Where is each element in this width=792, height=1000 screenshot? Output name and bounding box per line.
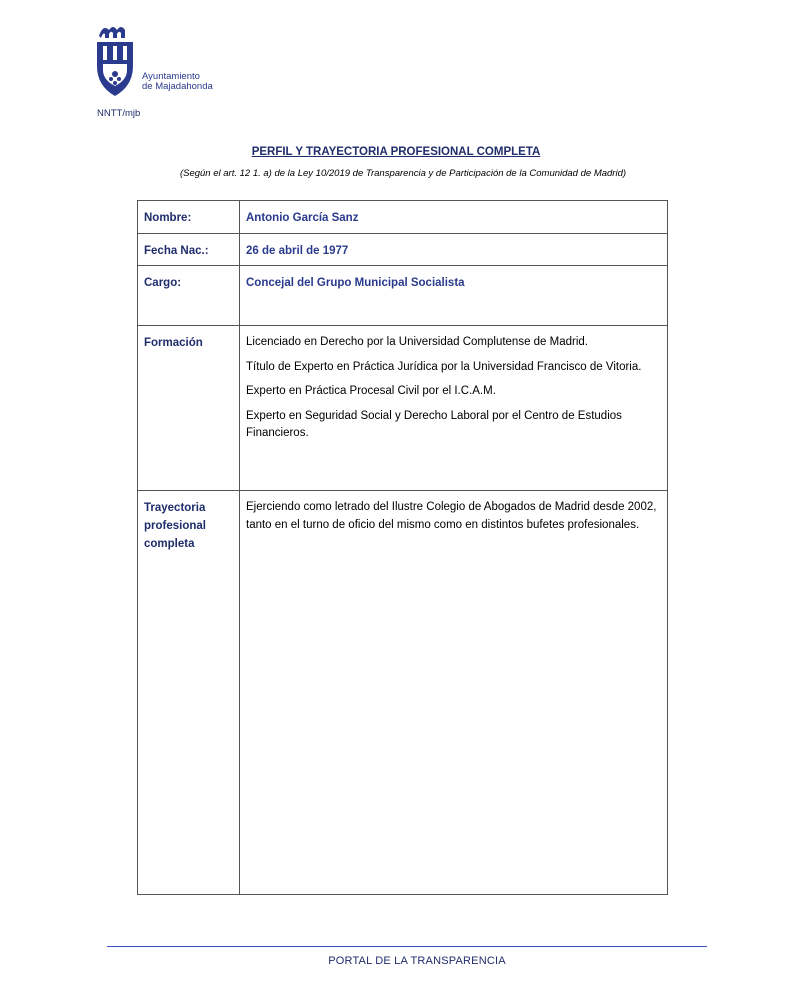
trayectoria-label <box>138 491 240 895</box>
formacion-item: Experto en Práctica Procesal Civil por el I.C.A.M. <box>246 385 496 397</box>
fecha-value: 26 de abril de 1977 <box>240 234 668 266</box>
page-title <box>0 146 792 158</box>
page-subtitle: (Según el art. 12 1. a) de la Ley 10/2019 de Transparencia y de Participación de la Comunidad de Madrid) <box>179 168 627 179</box>
nombre-label: Nombre: <box>138 201 240 234</box>
nombre-value: Antonio García Sanz <box>240 201 668 234</box>
formacion-value <box>240 326 668 491</box>
trayectoria-label-line: Trayectoria <box>144 502 206 514</box>
formacion-label: Formación <box>138 326 240 491</box>
document-reference: NNTT/mjb <box>97 108 141 119</box>
logo-text-line2: de Majadahonda <box>142 81 213 92</box>
trayectoria-label-line: completa <box>144 538 195 550</box>
row-cargo <box>138 266 668 326</box>
cargo-label: Cargo: <box>138 266 240 326</box>
page-title-text: PERFIL Y TRAYECTORIA PROFESIONAL COMPLETA <box>251 146 541 158</box>
trayectoria-value <box>240 491 668 895</box>
footer-divider <box>107 946 707 947</box>
logo-wordmark <box>142 72 213 92</box>
row-formacion <box>138 326 668 491</box>
footer-text: PORTAL DE LA TRANSPARENCIA <box>328 955 506 967</box>
row-nombre <box>138 201 668 234</box>
formacion-item: Licenciado en Derecho por la Universidad Complutense de Madrid. <box>246 336 588 348</box>
trayectoria-label-line: profesional <box>144 520 206 532</box>
formacion-item: Experto en Seguridad Social y Derecho Laboral por el Centro de Estudios Financieros. <box>246 409 622 439</box>
cargo-value: Concejal del Grupo Municipal Socialista <box>240 266 668 326</box>
logo-text-line1: Ayuntamiento <box>142 71 200 82</box>
profile-table <box>137 200 668 895</box>
trayectoria-text: Ejerciendo como letrado del Ilustre Colegio de Abogados de Madrid desde 2002, tanto en el turno de oficio del mismo como en distintos bufetes profesionales. <box>246 501 657 531</box>
fecha-label: Fecha Nac.: <box>138 234 240 266</box>
row-fecha <box>138 234 668 266</box>
formacion-item: Título de Experto en Práctica Jurídica por la Universidad Francisco de Vitoria. <box>246 360 642 373</box>
row-trayectoria <box>138 491 668 895</box>
